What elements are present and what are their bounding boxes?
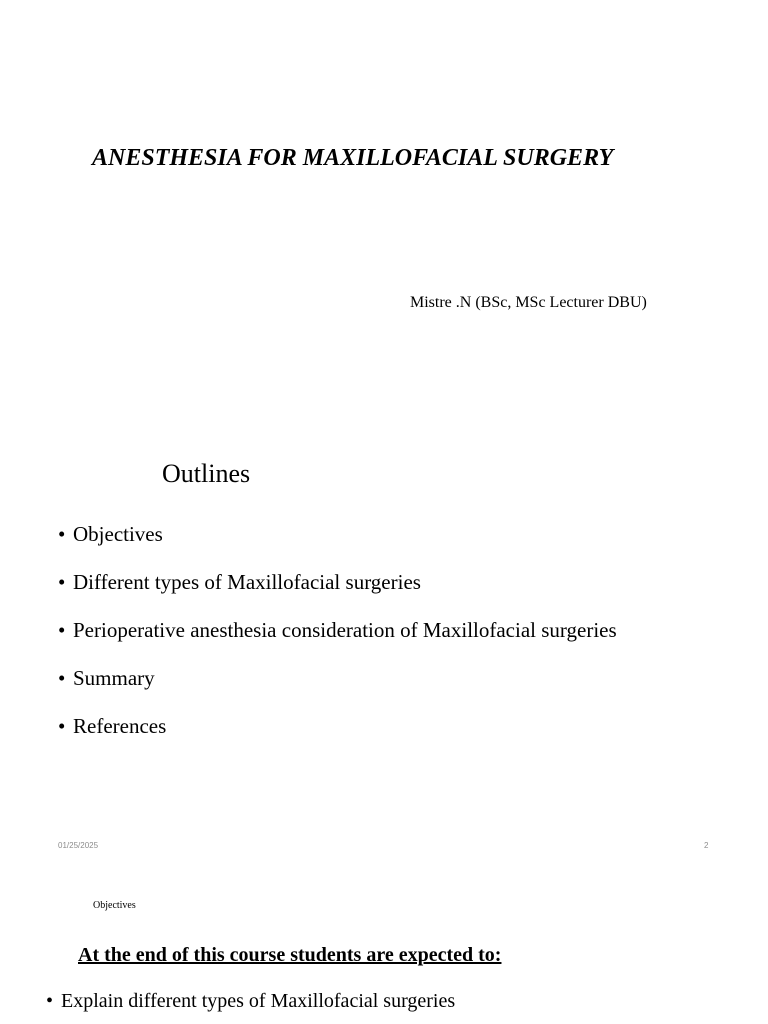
- outlines-heading: Outlines: [162, 459, 251, 488]
- footer-date: 01/25/2025: [58, 841, 99, 850]
- objective-item: • Explain different types of Maxillofacial surgeries: [46, 989, 455, 1013]
- outline-item-perioperative: • Perioperative anesthesia consideration of Maxillofacial surgeries: [58, 618, 617, 642]
- objectives-label: Objectives: [93, 900, 136, 911]
- objective-list: [46, 989, 455, 1013]
- author-line: Mistre .N (BSc, MSc Lecturer DBU): [410, 294, 647, 311]
- outline-item-summary: • Summary: [58, 666, 617, 690]
- outline-list: [58, 522, 617, 762]
- outline-item-surgery-types: • Different types of Maxillofacial surgeries: [58, 570, 617, 594]
- page-number: 2: [704, 841, 709, 850]
- objectives-intro: At the end of this course students are expected to:: [78, 944, 502, 966]
- document-title: ANESTHESIA FOR MAXILLOFACIAL SURGERY: [92, 145, 614, 171]
- outline-item-objectives: • Objectives: [58, 522, 617, 546]
- outline-item-references: • References: [58, 714, 617, 738]
